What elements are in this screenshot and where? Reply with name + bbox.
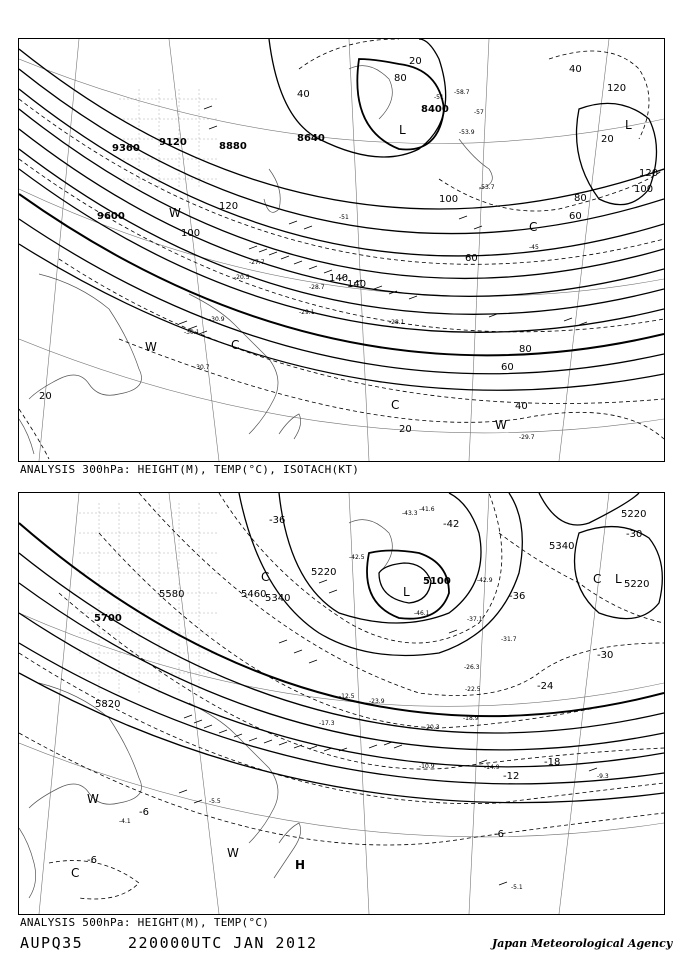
isotach-label: 80 — [574, 193, 587, 204]
temp-label: -18.9 — [463, 715, 479, 722]
isotherm-label: -24 — [537, 681, 554, 692]
height-label: 5100 — [423, 576, 451, 587]
isotach-label: 40 — [569, 64, 582, 75]
isotach-labels — [39, 56, 658, 435]
temp-label: -23.9 — [369, 698, 385, 705]
warm-center-symbol: W — [495, 418, 507, 432]
graticule — [19, 39, 664, 461]
height-label: 5460 — [241, 589, 267, 600]
temp-label: -29.1 — [299, 309, 315, 316]
isotherm-label: -36 — [269, 515, 286, 526]
height-label: 9360 — [112, 143, 140, 154]
temp-label: -4.1 — [119, 818, 131, 825]
warm-center-symbol: W — [87, 792, 99, 806]
isotach-label: 60 — [569, 211, 582, 222]
isotherm-label: -30 — [626, 529, 643, 540]
temp-label: -28.7 — [309, 284, 325, 291]
temp-label: -9.3 — [597, 773, 609, 780]
isotach-label: 120 — [607, 83, 627, 94]
height-label: 5700 — [94, 613, 122, 624]
temp-label: -20.5 — [234, 274, 250, 281]
map-300hpa-canvas — [19, 39, 664, 461]
isotherm-label: -36 — [509, 591, 526, 602]
warm-center-symbol: W — [145, 340, 157, 354]
caption-500hpa: ANALYSIS 500hPa: HEIGHT(M), TEMP(°C) — [20, 916, 270, 929]
low-center-symbol: L — [625, 118, 632, 132]
height-label: 5220 — [311, 567, 337, 578]
low-center-symbol: L — [403, 585, 410, 599]
temp-label: -43.3 — [402, 510, 418, 517]
cold-center-symbol: C — [231, 338, 240, 352]
high-center-symbol: H — [295, 858, 306, 872]
temp-label: -30.9 — [209, 316, 225, 323]
height-contours — [19, 493, 664, 803]
temp-label: -57 — [474, 109, 484, 116]
isotach-label: 60 — [501, 362, 514, 373]
height-label: 8400 — [421, 104, 449, 115]
isotach-label: 100 — [439, 194, 459, 205]
height-label: 9600 — [97, 211, 125, 222]
agency-name: Japan Meteorological Agency — [492, 937, 673, 950]
temp-label: -46.1 — [414, 610, 430, 617]
warm-center-symbol: W — [169, 206, 181, 220]
height-label: 5580 — [159, 589, 185, 600]
temp-label: -37.1 — [467, 616, 483, 623]
height-label: 5340 — [265, 593, 291, 604]
height-label: 5820 — [95, 699, 121, 710]
isotherm-label: -18 — [544, 757, 561, 768]
isotach-label: 20 — [399, 424, 412, 435]
temp-label: -5.1 — [511, 884, 523, 891]
isotherm-label: -30 — [597, 650, 614, 661]
height-labels — [97, 104, 449, 222]
isotach-label: 20 — [39, 391, 52, 402]
map-500hpa — [18, 492, 665, 915]
height-label: 5340 — [549, 541, 575, 552]
height-label: 8640 — [297, 133, 325, 144]
temp-label: -51 — [434, 94, 444, 101]
isotherm-label: -12 — [503, 771, 520, 782]
height-labels — [94, 509, 649, 710]
isotach-label: 120 — [219, 201, 239, 212]
temp-label: -51 — [339, 214, 349, 221]
isotach-label: 140 — [329, 273, 349, 284]
hatch-area — [79, 503, 219, 693]
cold-center-symbol: C — [261, 570, 270, 584]
temp-label: -45 — [529, 244, 539, 251]
isotach-label: 120 — [639, 168, 659, 179]
temp-label: -27.7 — [249, 259, 265, 266]
station-plots — [119, 506, 609, 891]
temp-label: -53.7 — [479, 184, 495, 191]
isotach-label: 140 — [347, 279, 367, 290]
height-label: 9120 — [159, 137, 187, 148]
caption-300hpa: ANALYSIS 300hPa: HEIGHT(M), TEMP(°C), ISOTACH(KT) — [20, 463, 360, 476]
temp-label: -30.7 — [194, 364, 210, 371]
temp-label: -5.5 — [209, 798, 221, 805]
temp-label: -58.7 — [454, 89, 470, 96]
height-label: 5220 — [624, 579, 650, 590]
temp-label: -42.9 — [477, 577, 493, 584]
isotach-label: 80 — [519, 344, 532, 355]
isotach-label: 40 — [515, 401, 528, 412]
cold-center-symbol: C — [593, 572, 602, 586]
temp-label: -10.9 — [419, 763, 435, 770]
isotherm-label: -6 — [139, 807, 149, 818]
isotach-label: 40 — [297, 89, 310, 100]
cold-center-symbol: C — [529, 220, 538, 234]
temp-label: -20.3 — [424, 724, 440, 731]
temp-label: -28.1 — [389, 319, 405, 326]
isotach-label: 20 — [601, 134, 614, 145]
warm-center-symbol: W — [227, 846, 239, 860]
isotach-label: 100 — [181, 228, 201, 239]
isotherm-labels — [87, 515, 642, 866]
temp-label: -14.9 — [484, 764, 500, 771]
isotherm-label: -42 — [443, 519, 460, 530]
cold-center-symbol: C — [71, 866, 80, 880]
isotherm-label: -6 — [87, 855, 97, 866]
map-300hpa — [18, 38, 665, 462]
temp-label: -22.5 — [465, 686, 481, 693]
valid-time: 220000UTC JAN 2012 — [128, 934, 318, 952]
temp-label: -29.7 — [519, 434, 535, 441]
temp-label: -17.3 — [319, 720, 335, 727]
pressure-centers — [145, 118, 632, 432]
height-label: 8880 — [219, 141, 247, 152]
map-500hpa-canvas — [19, 493, 664, 914]
temp-label: -53.9 — [459, 129, 475, 136]
temp-label: -12.5 — [339, 693, 355, 700]
cold-center-symbol: C — [391, 398, 400, 412]
temp-label: -31.7 — [501, 636, 517, 643]
temp-label: -42.5 — [349, 554, 365, 561]
chart-id: AUPQ35 — [20, 934, 84, 952]
isotach-label: 60 — [465, 253, 478, 264]
temp-label: -26.3 — [464, 664, 480, 671]
isotach-label: 100 — [634, 184, 654, 195]
isotherm-label: -6 — [494, 829, 504, 840]
low-center-symbol: L — [399, 123, 406, 137]
low-center-symbol: L — [615, 572, 622, 586]
temp-label: -41.6 — [419, 506, 435, 513]
height-label: 5220 — [621, 509, 647, 520]
temp-label: -30.1 — [184, 329, 200, 336]
isotachs — [19, 39, 664, 459]
isotach-label: 80 — [394, 73, 407, 84]
pressure-centers — [71, 570, 622, 880]
isotach-label: 20 — [409, 56, 422, 67]
